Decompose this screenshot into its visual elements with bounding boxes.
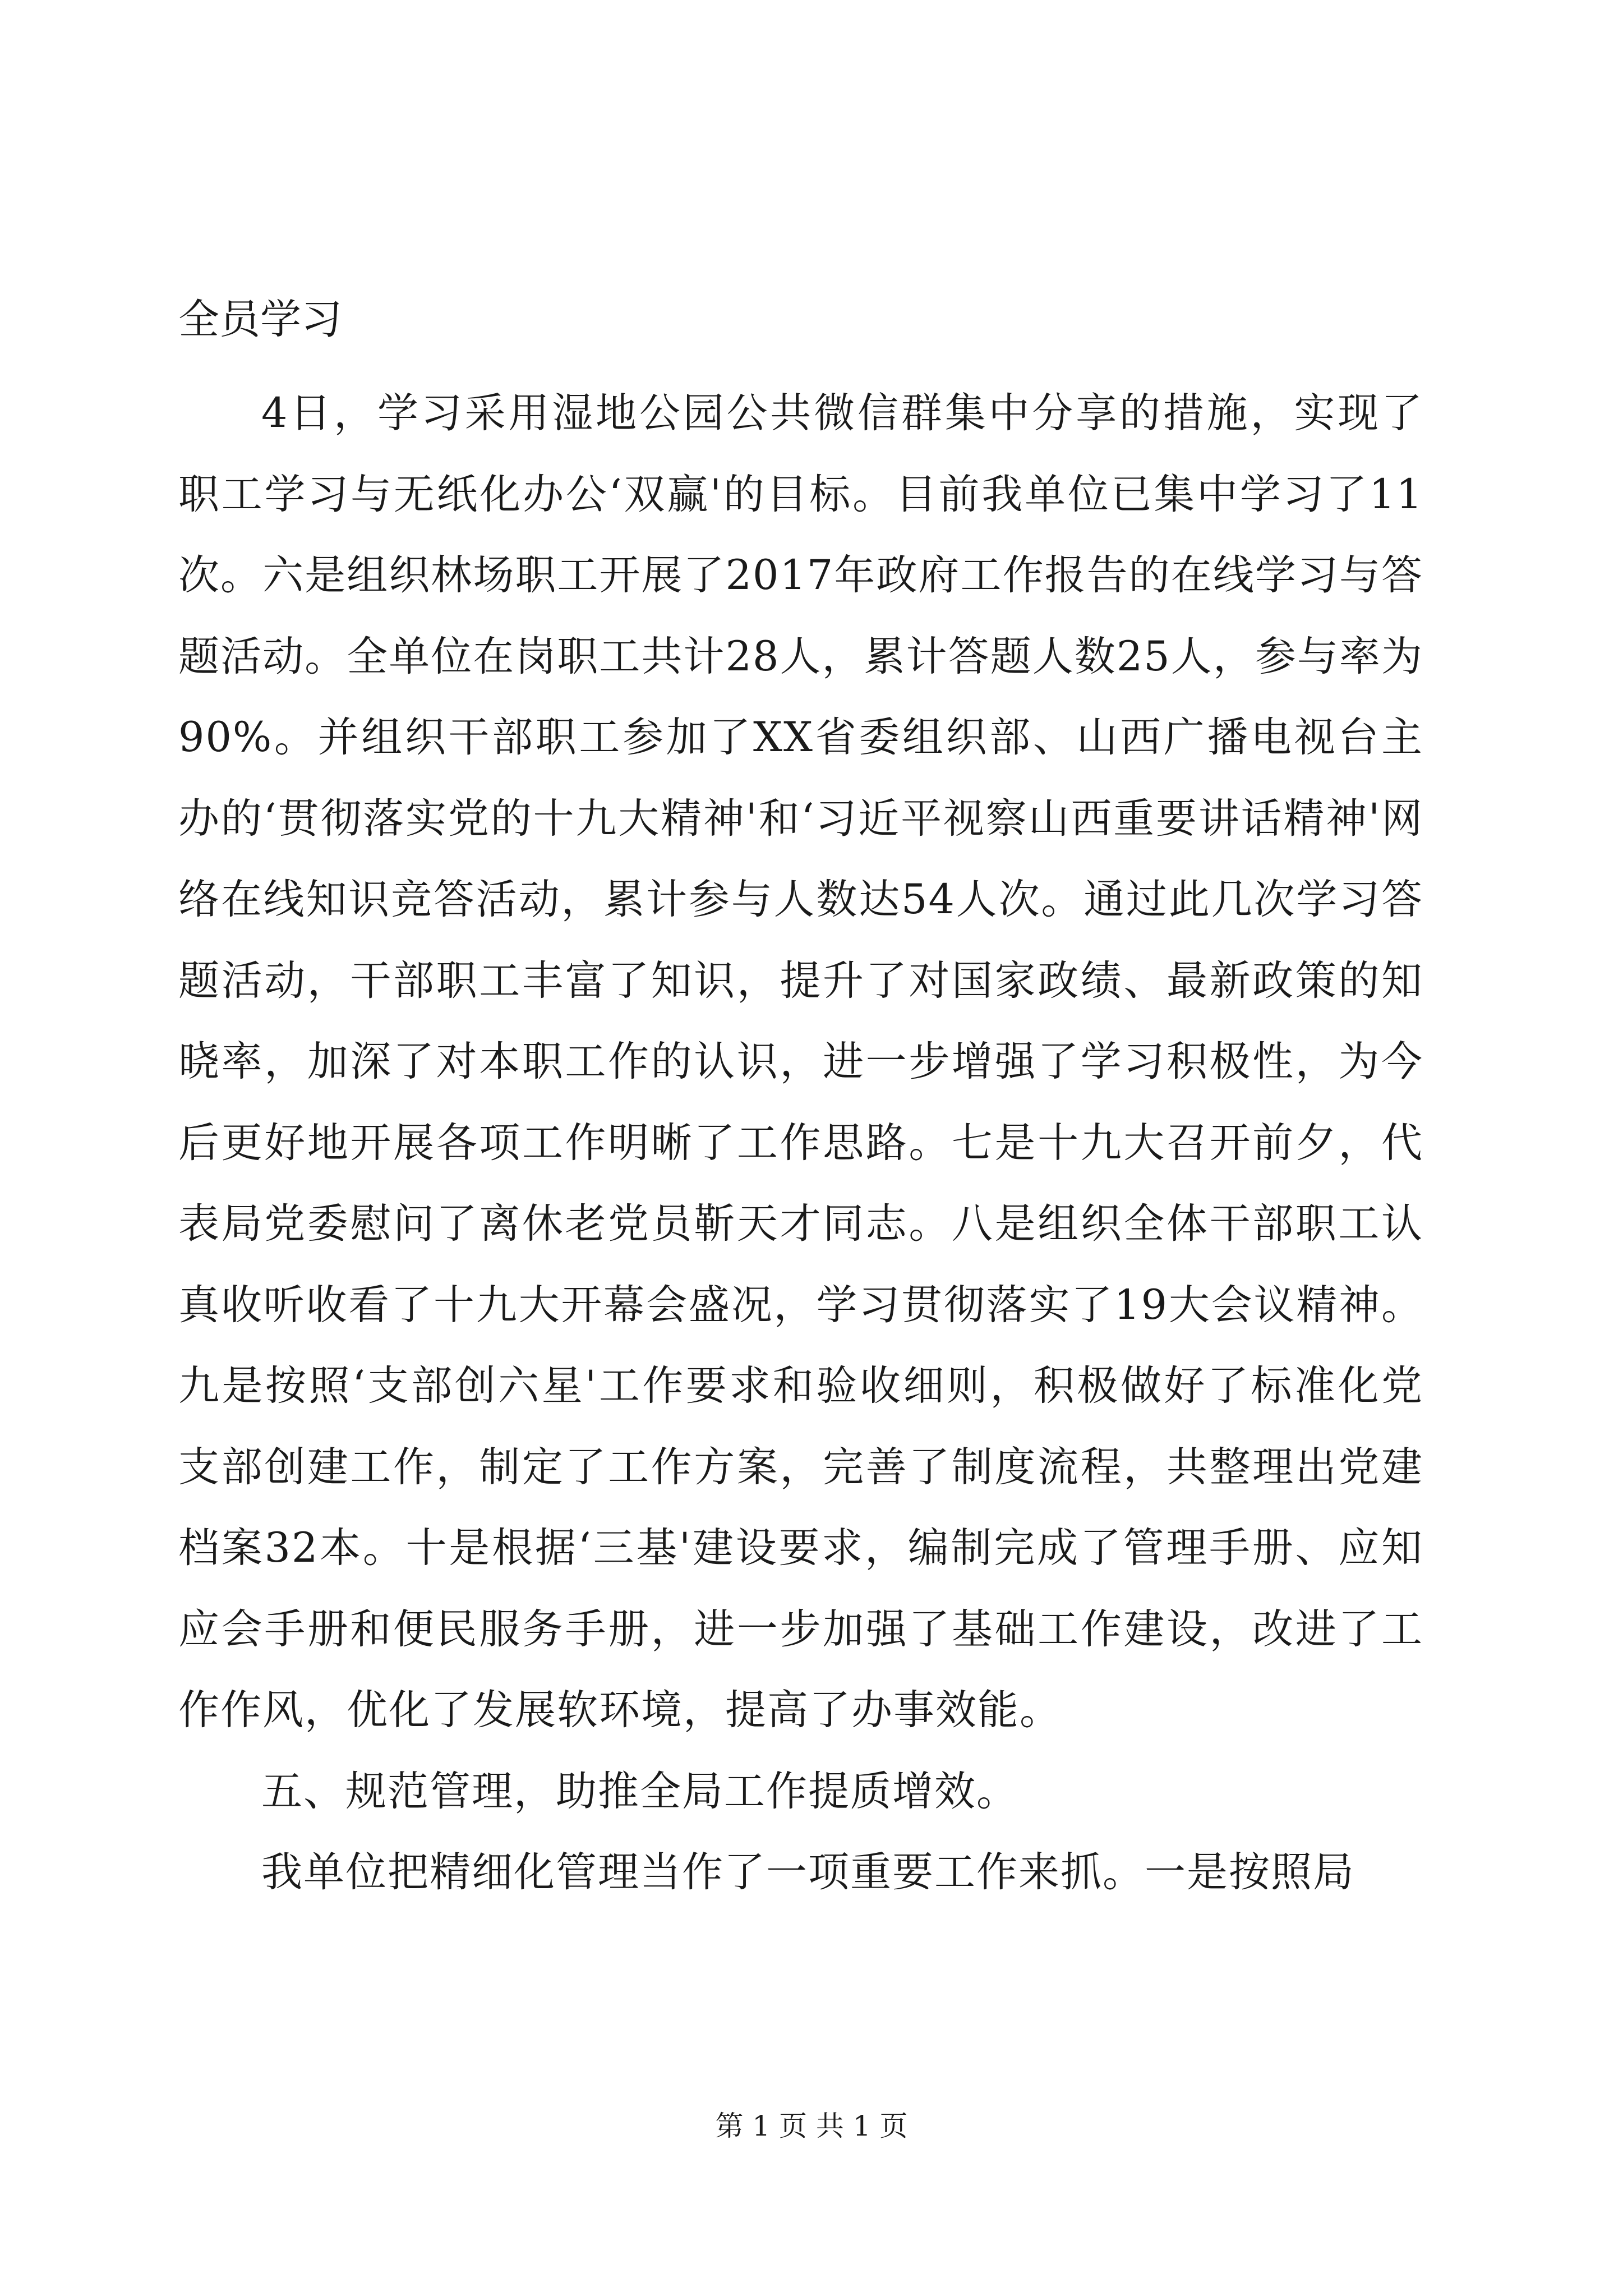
page-footer: 第 1 页 共 1 页 — [715, 2110, 908, 2142]
document-body — [178, 292, 1423, 1913]
closing-paragraph: 我单位把精细化管理当作了一项重要工作来抓。一是按照局 — [261, 1848, 1355, 1896]
section-title: 全员学习 — [178, 296, 342, 343]
section-heading: 五、规范管理，助推全局工作提质增效。 — [261, 1767, 1018, 1815]
body-paragraph: 4日，学习采用湿地公园公共微信群集中分享的措施，实现了职工学习与无纸化办公‘双赢'的目标。目前我单位已集中学习了11次。六是组织林场职工开展了2017年政府工作报告的在线学习与答题活动。全单位在岗职工共计28人，累计答题人数25人，参与率为90%。并组织干部职工参加了XX省委组织部、山西广播电视台主办的‘贯彻落实党的十九大精神'和‘习近平视察山西重要讲话精神'网络在线知识竞答活动，累计参与人数达54人次。通过此几次学习答题活动，干部职工丰富了知识，提升了对国家政绩、最新政策的知晓率，加深了对本职工作的认识，进一步增强了学习积极性，为今后更好地开展各项工作明晰了工作思路。七是十九大召开前夕，代表局党委慰问了离休老党员靳天才同志。八是组织全体干部职工认真收听收看了十九大开幕会盛况，学习贯彻落实了19大会议精神。九是按照‘支部创六星'工作要求和验收细则，积极做好了标准化党支部创建工作，制定了工作方案，完善了制度流程，共整理出党建档案32本。十是根据‘三基'建设要求，编制完成了管理手册、应知应会手册和便民服务手册，进一步加强了基础工作建设，改进了工作作风，优化了发展软环境，提高了办事效能。 — [178, 389, 1423, 1734]
